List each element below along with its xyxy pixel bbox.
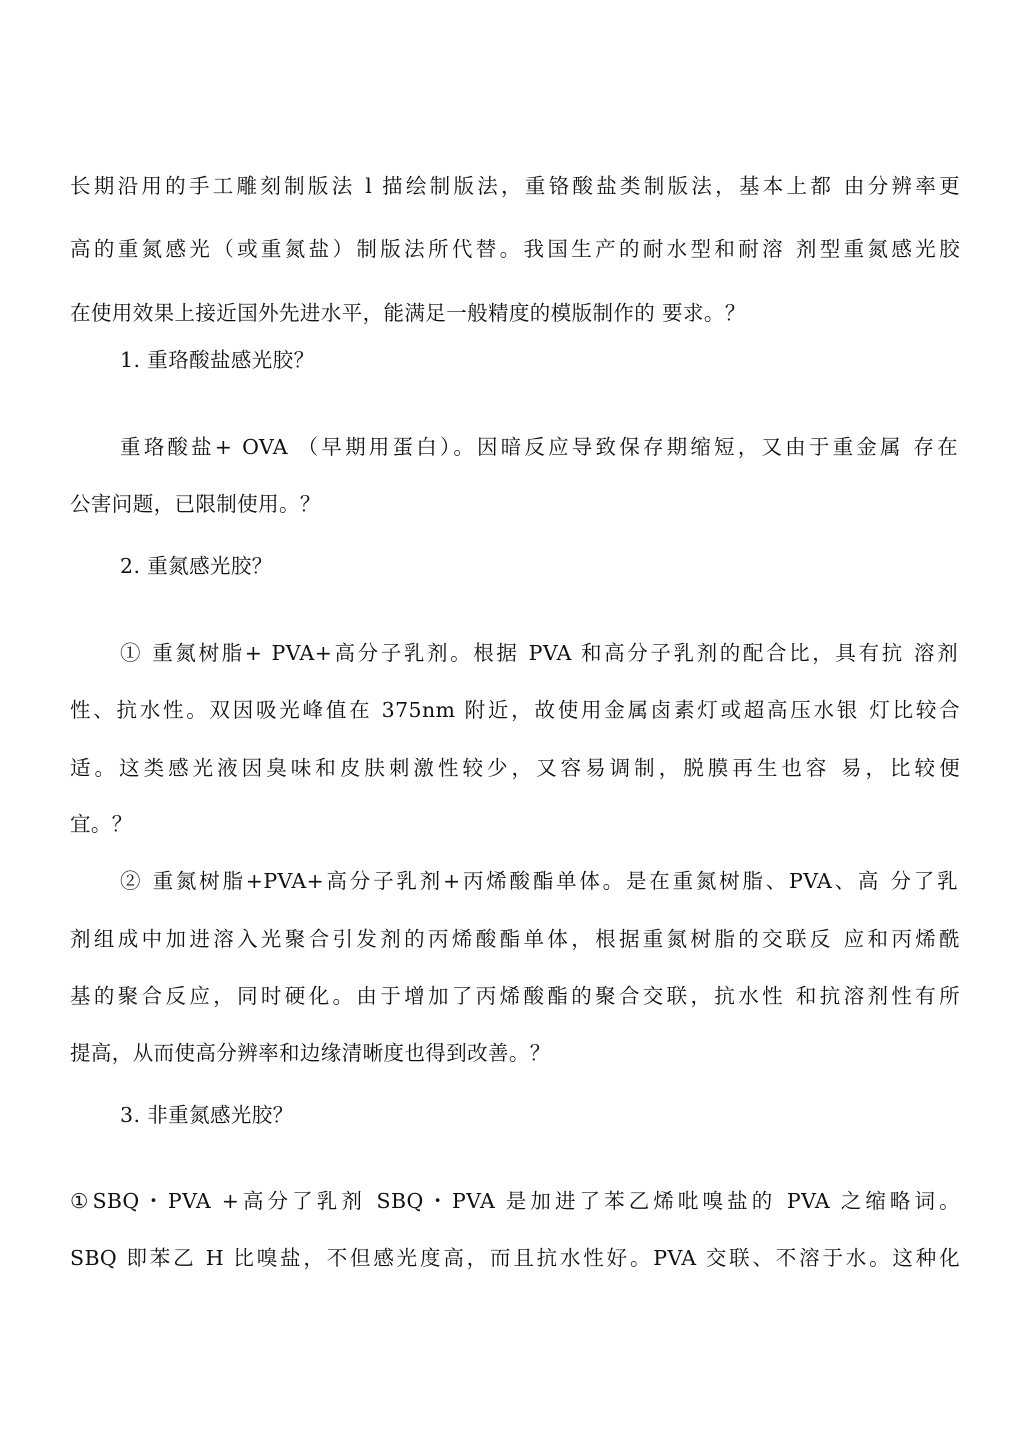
paragraph-line: ① 重氮树脂+ PVA+高分子乳剂。根据 PVA 和高分子乳剂的配合比，具有抗 溶剂 [120, 641, 958, 665]
paragraph-line: 公害问题，已限制使用。？ [70, 492, 321, 516]
paragraph-line: 性、抗水性。双因吸光峰值在 375nm 附近，故使用金属卤素灯或超高压水银 灯比较合 [70, 698, 960, 722]
paragraph-line: ② 重氮树脂+PVA+高分子乳剂+丙烯酸酯单体。是在重氮树脂、PVA、高 分了乳 [120, 869, 958, 893]
paragraph-line: 适。这类感光液因臭味和皮肤刺激性较少，又容易调制，脱膜再生也容 易，比较便 [70, 756, 960, 780]
section-heading: 1. 重珞酸盐感光胶？ [120, 348, 315, 372]
paragraph-line: 高的重氮感光（或重氮盐）制版法所代替。我国生产的耐水型和耐溶 剂型重氮感光胶 [70, 237, 960, 261]
paragraph-line: 长期沿用的手工雕刻制版法 l 描绘制版法，重铬酸盐类制版法，基本上都 由分辨率更 [70, 174, 960, 198]
paragraph-line: SBQ 即苯乙 H 比嗅盐，不但感光度高，而且抗水性好。PVA 交联、不溶于水。这种化 [70, 1246, 960, 1270]
paragraph-line: 在使用效果上接近国外先进水平，能满足一般精度的模版制作的 要求。？ [70, 301, 746, 325]
paragraph-line: 重珞酸盐+ OVA （早期用蛋白）。因暗反应导致保存期缩短，又由于重金属 存在 [120, 435, 958, 459]
section-heading: 3. 非重氮感光胶？ [120, 1103, 294, 1127]
paragraph-line: 基的聚合反应，同时硬化。由于增加了丙烯酸酯的聚合交联，抗水性 和抗溶剂性有所 [70, 984, 960, 1008]
paragraph-line: ①SBQ・PVA +高分了乳剂 SBQ・PVA 是加进了苯乙烯吡嗅盐的 PVA 之缩略词。 [70, 1189, 960, 1213]
paragraph-line: 提高，从而使高分辨率和边缘清晰度也得到改善。？ [70, 1041, 551, 1065]
section-heading: 2. 重氮感光胶？ [120, 554, 273, 578]
paragraph-line: 剂组成中加进溶入光聚合引发剂的丙烯酸酯单体，根据重氮树脂的交联反 应和丙烯酰 [70, 927, 960, 951]
paragraph-line: 宜。？ [70, 812, 133, 836]
